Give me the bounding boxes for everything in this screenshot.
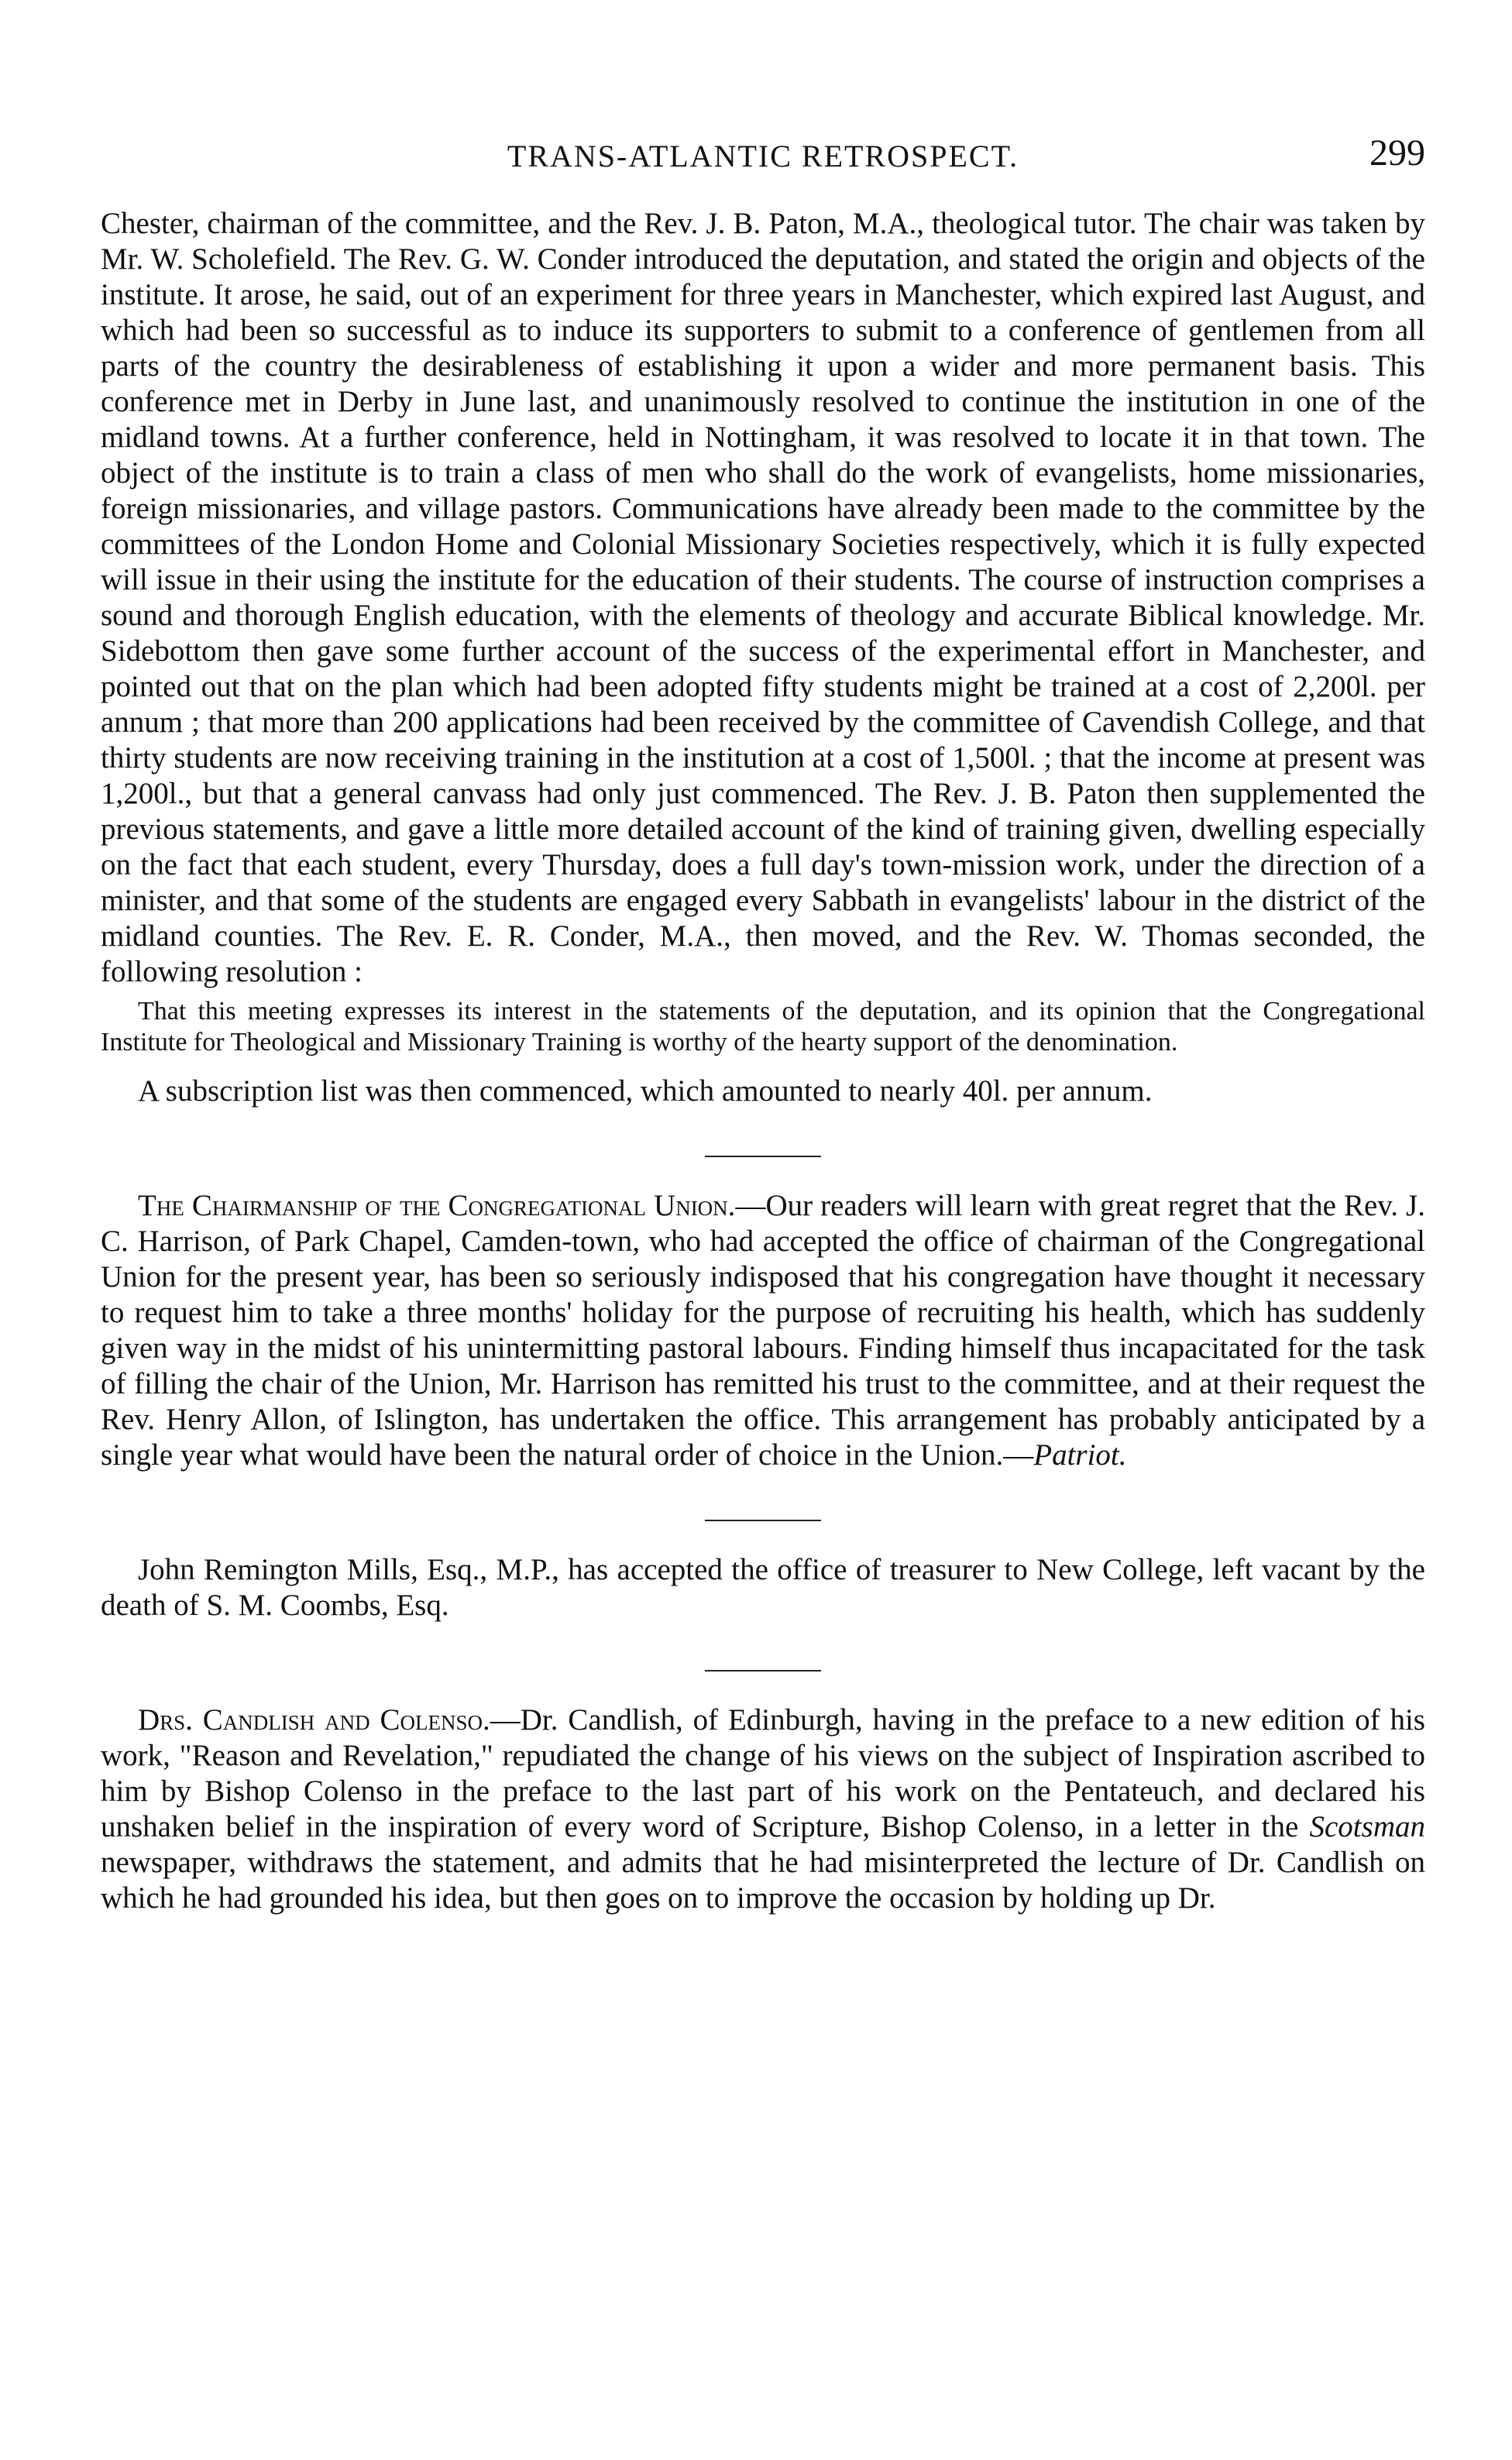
resolution-text: That this meeting expresses its interest in the statements of the deputation, and its opinion that the Congregational Institute for Theological and Missionary Training is worthy of the hearty support of the denomination. [101, 997, 1425, 1056]
article-institute-paragraph: Chester, chairman of the committee, and the Rev. J. B. Paton, M.A., theological tutor. The chair was taken by Mr. W. Scholefield. The Rev. G. W. Conder introduced the deputation, and stated the origin and objects of the institute. It arose, he said, out of an experiment for three years in Manchester, which expired last August, and which had been so successful as to induce its supporters to submit to a conference of gentlemen from all parts of the country the desirableness of establishing it upon a wider and more permanent basis. This conference met in Derby in June last, and unanimously resolved to continue the institution in one of the midland towns. At a further conference, held in Nottingham, it was resolved to locate it in that town. The object of the institute is to train a class of men who shall do the work of evangelists, home missionaries, foreign missionaries, and village pastors. Communications have already been made to the committee by the committees of the London Home and Colonial Missionary Societies respectively, which it is fully expected will issue in their using the institute for the education of their students. The course of instruction comprises a sound and thorough English education, with the elements of theology and accurate Biblical knowledge. Mr. Sidebottom then gave some further account of the success of the experimental effort in Manchester, and pointed out that on the plan which had been adopted fifty students might be trained at a cost of 2,200l. per annum ; that more than 200 applications had been received by the committee of Cavendish College, and that thirty students are now receiving training in the institution at a cost of 1,500l. ; that the income at present was 1,200l., but that a general canvass had only just commenced. The Rev. J. B. Paton then supplemented the previous statements, and gave a little more detailed account of the kind of training given, dwelling especially on the fact that each student, every Thursday, does a full day's town-mission work, under the direction of a minister, and that some of the students are engaged every Sabbath in evangelists' labour in the district of the midland counties. The Rev. E. R. Conder, M.A., then moved, and the Rev. W. Thomas seconded, the following resolution : [101, 207, 1425, 988]
chairmanship-body: —Our readers will learn with great regret that the Rev. J. C. Harrison, of Park Chapel, Camden-town, who had accepted the office of chairman of the Congregational Union for the present year, has been so seriously indisposed that his congregation have thought it necessary to request him to take a three months' holiday for the purpose of recruiting his health, which has suddenly given way in the midst of his unintermitting pastoral labours. Finding himself thus incapacitated for the task of filling the chair of the Union, Mr. Harrison has remitted his trust to the committee, and at their request the Rev. Henry Allon, of Islington, has undertaken the office. This arrangement has probably anticipated by a single year what would have been the natural order of choice in the Union.— [101, 1189, 1425, 1472]
section-divider [705, 1520, 821, 1521]
section-divider [705, 1670, 821, 1671]
candlish-heading: Drs. Candlish and Colenso. [138, 1703, 490, 1737]
running-title: TRANS-ATLANTIC RETROSPECT. [507, 139, 1019, 174]
newspaper-name: Scotsman [1309, 1810, 1425, 1843]
candlish-body-part1: —Dr. Candlish, of Edinburgh, having in the preface to a new edition of his work, "Reason and Revelation," repudiated the change of his views on the subject of Inspiration ascribed to him by Bishop Colenso in the preface to the last part of his work on the Pentateuch, and declared his unshaken belief in the inspiration of every word of Scripture, Bishop Colenso, in a letter in the [101, 1703, 1425, 1843]
chairmanship-source: Patriot. [1033, 1438, 1127, 1472]
page [101, 132, 1425, 1916]
candlish-body-part2: newspaper, withdraws the statement, and admits that he had misinterpreted the lecture of Dr. Candlish on which he had grounded his idea, but then goes on to improve the occasion by holding up Dr. [101, 1846, 1425, 1915]
subscription-text: A subscription list was then commenced, which amounted to nearly 40l. per annum. [138, 1074, 1153, 1108]
article-candlish-colenso [101, 1702, 1425, 1916]
section-divider [705, 1156, 821, 1157]
article-chairmanship [101, 1188, 1425, 1473]
chairmanship-heading: The Chairmanship of the Congregational Union. [138, 1189, 736, 1222]
article-treasurer: John Remington Mills, Esq., M.P., has accepted the office of treasurer to New College, left vacant by the death of S. M. Coombs, Esq. [101, 1553, 1425, 1622]
page-number: 299 [1369, 132, 1425, 174]
running-head [101, 132, 1425, 178]
